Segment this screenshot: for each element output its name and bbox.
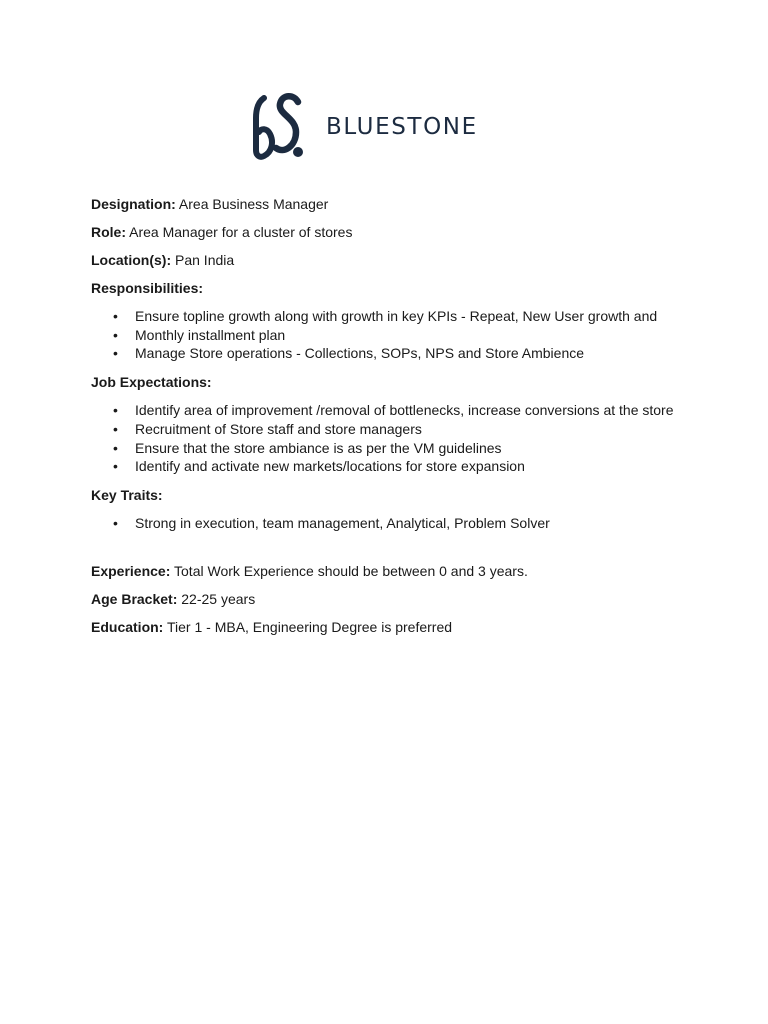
location-label: Location(s): [91, 252, 172, 268]
role-label: Role: [91, 224, 126, 240]
bluestone-logo [250, 88, 520, 162]
list-item-text: Strong in execution, team management, Analytical, Problem Solver [135, 514, 550, 531]
designation-label: Designation: [91, 196, 176, 212]
job-description [91, 195, 731, 646]
section-spacer [91, 543, 731, 562]
list-item-text: Identify area of improvement /removal of bottlenecks, increase conversions at the store [135, 402, 674, 419]
bullet-icon: • [113, 420, 118, 437]
experience-line [91, 562, 731, 580]
list-item [91, 439, 731, 458]
job-expectations-list [91, 401, 731, 476]
location-value: Pan India [175, 252, 235, 268]
list-item-text: Manage Store operations - Collections, SOPs, NPS and Store Ambience [135, 345, 585, 362]
bullet-icon: • [113, 514, 118, 531]
list-item-text: Recruitment of Store staff and store managers [135, 420, 422, 437]
list-item [91, 326, 731, 345]
role-value: Area Manager for a cluster of stores [129, 224, 353, 240]
location-line [91, 251, 731, 269]
bullet-icon: • [113, 308, 118, 324]
bullet-icon: • [113, 458, 118, 475]
bluestone-monogram-icon [250, 88, 312, 162]
list-item-text: Ensure that the store ambiance is as per the VM guidelines [135, 439, 502, 456]
responsibilities-list [91, 307, 731, 363]
education-label: Education: [91, 618, 164, 635]
list-item [91, 514, 731, 533]
list-item-text: Identify and activate new markets/locations for store expansion [135, 458, 525, 475]
age-bracket-value: 22-25 years [181, 590, 256, 607]
bullet-icon: • [113, 402, 118, 419]
bullet-icon: • [113, 345, 118, 362]
education-value: Tier 1 - MBA, Engineering Degree is preferred [166, 618, 453, 635]
job-expectations-heading: Job Expectations: [91, 374, 212, 391]
age-bracket-label: Age Bracket: [91, 590, 178, 607]
experience-value: Total Work Experience should be between 0 and 3 years. [174, 562, 528, 579]
experience-label: Experience: [91, 562, 171, 579]
list-item [91, 457, 731, 476]
age-bracket-line [91, 590, 731, 608]
education-line [91, 618, 731, 636]
key-traits-list [91, 514, 731, 533]
responsibilities-heading: Responsibilities: [91, 280, 204, 296]
list-item [91, 420, 731, 439]
list-item [91, 307, 731, 326]
role-line [91, 223, 731, 241]
list-item [91, 401, 731, 420]
designation-value: Area Business Manager [178, 196, 329, 212]
brand-wordmark: BLUESTONE [326, 113, 478, 140]
list-item-text: Monthly installment plan [135, 326, 286, 343]
key-traits-heading: Key Traits: [91, 486, 163, 503]
bullet-icon: • [113, 326, 118, 343]
bullet-icon: • [113, 439, 118, 456]
list-item-text: Ensure topline growth along with growth in key KPIs - Repeat, New User growth and [135, 308, 658, 324]
designation-line [91, 195, 731, 213]
list-item [91, 344, 731, 363]
